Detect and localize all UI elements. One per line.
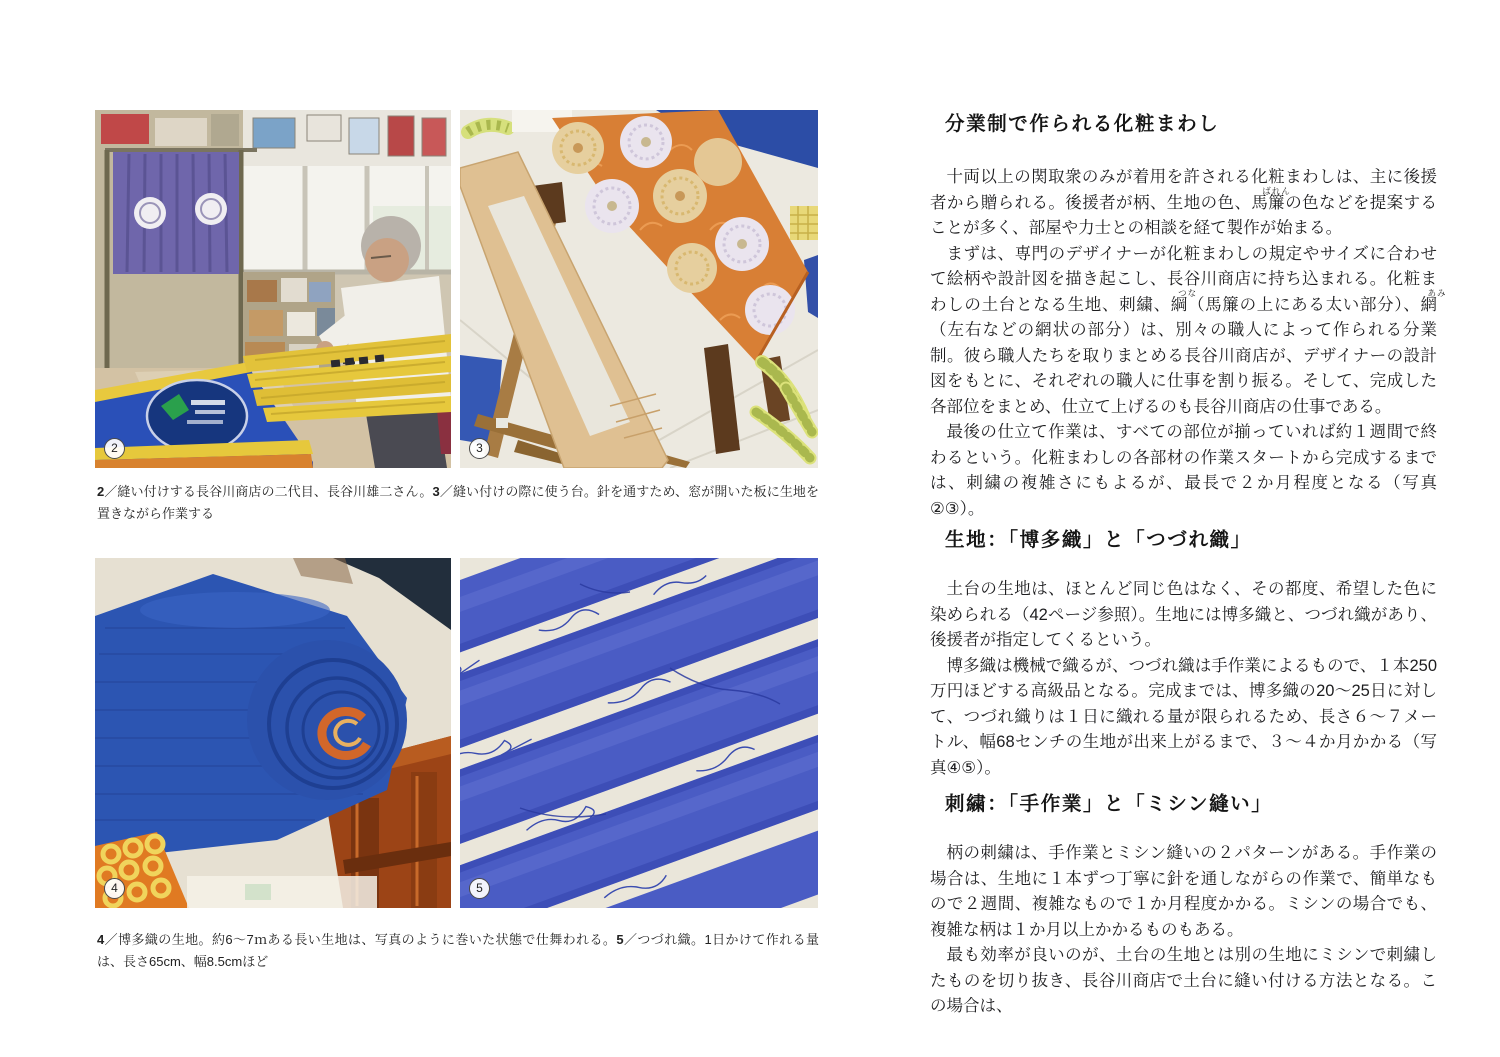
- caption-photo-number: 2: [97, 484, 105, 499]
- article-column: [930, 0, 1447, 1057]
- photo-number-badge: 4: [104, 878, 125, 899]
- photo-number-badge: 2: [104, 438, 125, 459]
- photo-blue-fabric-strips: [460, 558, 818, 908]
- photo-caption-row-2: 4／博多織の生地。約6〜7ｍある長い生地は、写真のように巻いた状態で仕舞われる。5／つづれ織。1日かけて作れる量は、長さ65cm、幅8.5cmほど: [97, 932, 820, 969]
- paragraph: 柄の刺繍は、手作業とミシン縫いの２パターンがある。手作業の場合は、生地に１本ずつ丁寧に針を通しながらの作業で、簡単なもので２週間、複雑なもので１か月程度かかる。ミシンの場合でも、複雑な柄は１か月以上かかるものもある。: [930, 844, 1437, 939]
- ruby-base: 馬簾 ばれん: [1251, 194, 1285, 212]
- furigana: つな: [1178, 287, 1198, 298]
- section-body: [930, 841, 1437, 1020]
- paragraph: 土台の生地は、ほとんど同じ色はなく、その都度、希望した色に染められる（42ページ参照）。生地には博多織と、つづれ織があり、後援者が指定してくるという。: [930, 580, 1437, 649]
- paragraph: 十両以上の関取衆のみが着用を許される化粧まわしは、主に後援者から贈られる。後援者が柄、生地の色、馬簾 ばれん の色などを提案することが多く、部屋や力士との相談を経て製作が始まる。: [930, 168, 1438, 237]
- photo-number-badge: 3: [469, 438, 490, 459]
- paragraph: まずは、専門のデザイナーが化粧まわしの規定やサイズに合わせて絵柄や設計図を描き起こし、長谷川商店に持ち込まれる。化粧まわしの土台となる生地、刺繍、綱 つな （馬簾の上にある太い部分）、網 あみ （左右などの網状の部分）は、別々の職人によって作られる分業制。彼ら職人たちを取りまとめる長谷川商店が、デザイナーの設計図をもとに、それぞれの職人に仕事を割り振る。そして、完成した各部位をまとめ、仕立て上げるのも長谷川商店の仕事である。: [930, 244, 1447, 416]
- section-body: [930, 165, 1447, 522]
- paragraph: 博多織は機械で織るが、つづれ織は手作業によるもので、１本250万円ほどする高級品となる。完成までは、博多織の20〜25日に対して、つづれ織りは１日に織れる量が限られるため、長さ６〜７メートル、幅68センチの生地が出来上がるまで、３〜４か月かかる（写真④⑤）。: [930, 656, 1437, 777]
- photo-strips-illustration: [460, 558, 818, 908]
- photo-fabric-roll-illustration: [95, 558, 451, 908]
- caption-photo-number: 4: [97, 932, 105, 947]
- photo-brocade-illustration: [460, 110, 818, 468]
- section-body: [930, 577, 1437, 781]
- photo-sewing-stand-brocade: [460, 110, 818, 468]
- ruby-base: 網 あみ: [1421, 296, 1438, 314]
- furigana: ばれん: [1262, 185, 1291, 196]
- photo-workshop-illustration: [95, 110, 451, 468]
- photo-number-badge: 5: [469, 878, 490, 899]
- caption-photo-number: 3: [432, 484, 440, 499]
- ruby-base: 綱 つな: [1171, 296, 1188, 314]
- furigana: あみ: [1427, 287, 1447, 298]
- photo-caption-row-1: 2／縫い付けする長谷川商店の二代目、長谷川雄二さん。3／縫い付けの際に使う台。針を通すため、窓が開いた板に生地を置きながら作業する: [97, 484, 820, 521]
- section-heading: 刺繍：「手作業」と「ミシン縫い」: [945, 793, 1273, 815]
- caption-photo-number: 5: [616, 932, 624, 947]
- section-heading: 分業制で作られる化粧まわし: [945, 113, 1220, 135]
- section-heading: 生地：「博多織」と「つづれ織」: [945, 529, 1252, 551]
- paragraph: 最後の仕立て作業は、すべての部位が揃っていれば約１週間で終わるという。化粧まわしの各部材の作業スタートから完成するまでは、刺繍の複雑さにもよるが、最長で２か月程度となる（写真②③）。: [930, 423, 1437, 518]
- photo-rolled-blue-fabric: [95, 558, 451, 908]
- photo-workshop-sewing: [95, 110, 451, 468]
- paragraph: 最も効率が良いのが、土台の生地とは別の生地にミシンで刺繍したものを切り抜き、長谷川商店で土台に縫い付ける方法となる。この場合は、: [930, 946, 1437, 1015]
